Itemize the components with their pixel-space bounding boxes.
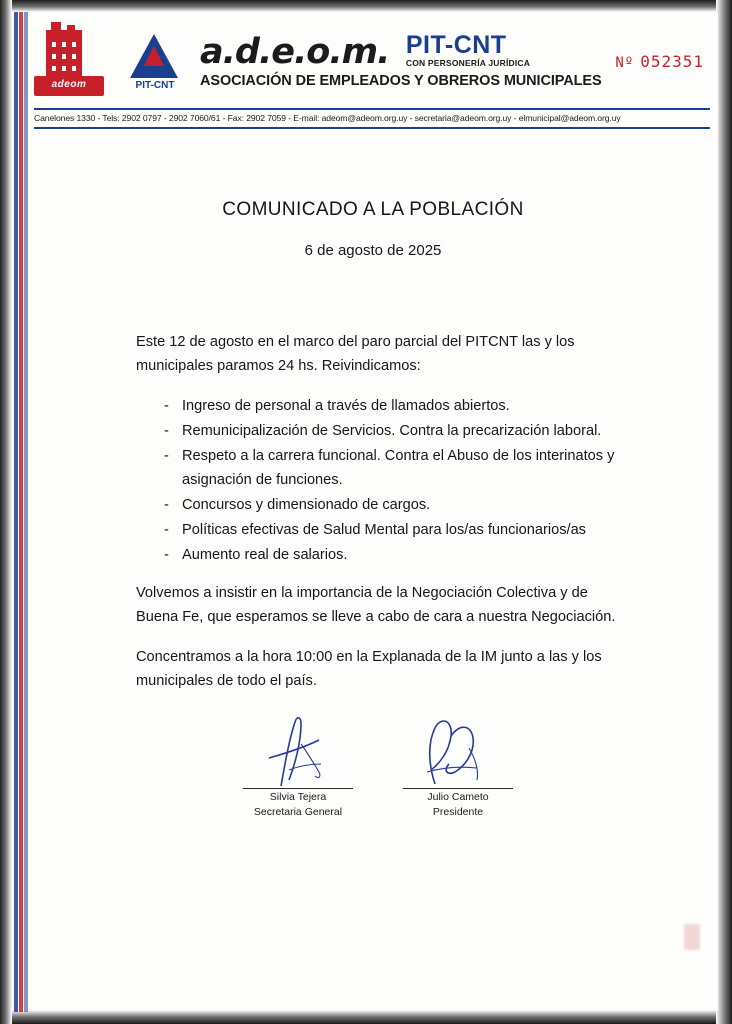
letterhead bbox=[28, 14, 718, 123]
list-item: - Concursos y dimensionado de cargos. bbox=[164, 493, 622, 517]
margin-color-stripes bbox=[14, 12, 28, 1012]
signature-name: Julio Cameto bbox=[427, 791, 489, 803]
affiliation-note: CON PERSONERÍA JURÍDICA bbox=[405, 58, 531, 68]
pit-cnt-logo-icon bbox=[124, 34, 186, 98]
signature-name: Silvia Tejera bbox=[269, 791, 327, 803]
document-date: 6 de agosto de 2025 bbox=[304, 242, 442, 259]
document-body bbox=[136, 330, 622, 709]
serial-number: 052351 bbox=[640, 52, 704, 71]
closing-paragraph-2: Concentramos a la hora 10:00 en la Explanada de la IM junto a las y los municipales de todo el país. bbox=[136, 649, 602, 689]
demands-list bbox=[136, 394, 622, 567]
serial-number-block bbox=[615, 52, 704, 71]
list-item: - Aumento real de salarios. bbox=[164, 543, 622, 567]
scan-artifact bbox=[684, 924, 700, 950]
pit-cnt-logo-label: PIT-CNT bbox=[135, 80, 175, 91]
list-item: - Políticas efectivas de Salud Mental para los/as funcionarios/as bbox=[164, 518, 622, 542]
scan-edge-top bbox=[0, 0, 732, 12]
signature-president bbox=[383, 714, 533, 818]
handwritten-signature-icon bbox=[383, 714, 533, 788]
letterhead-rule-bottom bbox=[34, 127, 710, 129]
affiliation-name: PIT-CNT bbox=[405, 31, 507, 59]
list-item: - Remunicipalización de Servicios. Contra la precarización laboral. bbox=[164, 419, 622, 443]
document-sheet bbox=[28, 14, 718, 1010]
serial-prefix: Nº bbox=[615, 55, 635, 71]
page-title: COMUNICADO A LA POBLACIÓN bbox=[222, 199, 524, 220]
handwritten-signature-icon bbox=[223, 714, 373, 788]
letterhead-rule-top bbox=[34, 108, 710, 110]
intro-paragraph: Este 12 de agosto en el marco del paro parcial del PITCNT las y los municipales paramos 24 hs. Reivindicamos: bbox=[136, 334, 575, 374]
signature-role: Secretaria General bbox=[253, 806, 343, 818]
adeom-logo-label: adeom bbox=[51, 79, 87, 90]
contact-line: Canelones 1330 - Tels: 2902 0797 - 2902 7060/61 - Fax: 2902 7059 - E-mail: adeom@adeom.org.uy - secretaria@adeom.org.uy - elmunicipal@adeom.org.uy bbox=[34, 113, 621, 123]
adeom-logo-icon bbox=[34, 30, 106, 100]
list-item: - Respeto a la carrera funcional. Contra el Abuso de los interinatos y asignación de funciones. bbox=[164, 444, 622, 492]
affiliation-block bbox=[406, 32, 530, 68]
signature-block bbox=[223, 714, 553, 844]
closing-paragraph-1: Volvemos a insistir en la importancia de la Negociación Colectiva y de Buena Fe, que esperamos se lleve a cabo de cara a nuestra Negociación. bbox=[136, 585, 616, 625]
scan-edge-left bbox=[0, 0, 12, 1024]
scan-edge-right bbox=[716, 0, 732, 1024]
signature-secretary bbox=[223, 714, 373, 818]
scan-edge-bottom bbox=[0, 1010, 732, 1024]
org-acronym: a.d.e.o.m. bbox=[200, 32, 390, 72]
signature-role: Presidente bbox=[432, 806, 484, 818]
list-item: - Ingreso de personal a través de llamados abiertos. bbox=[164, 394, 622, 418]
org-full-name: ASOCIACIÓN DE EMPLEADOS Y OBREROS MUNICIPALES bbox=[200, 73, 602, 89]
